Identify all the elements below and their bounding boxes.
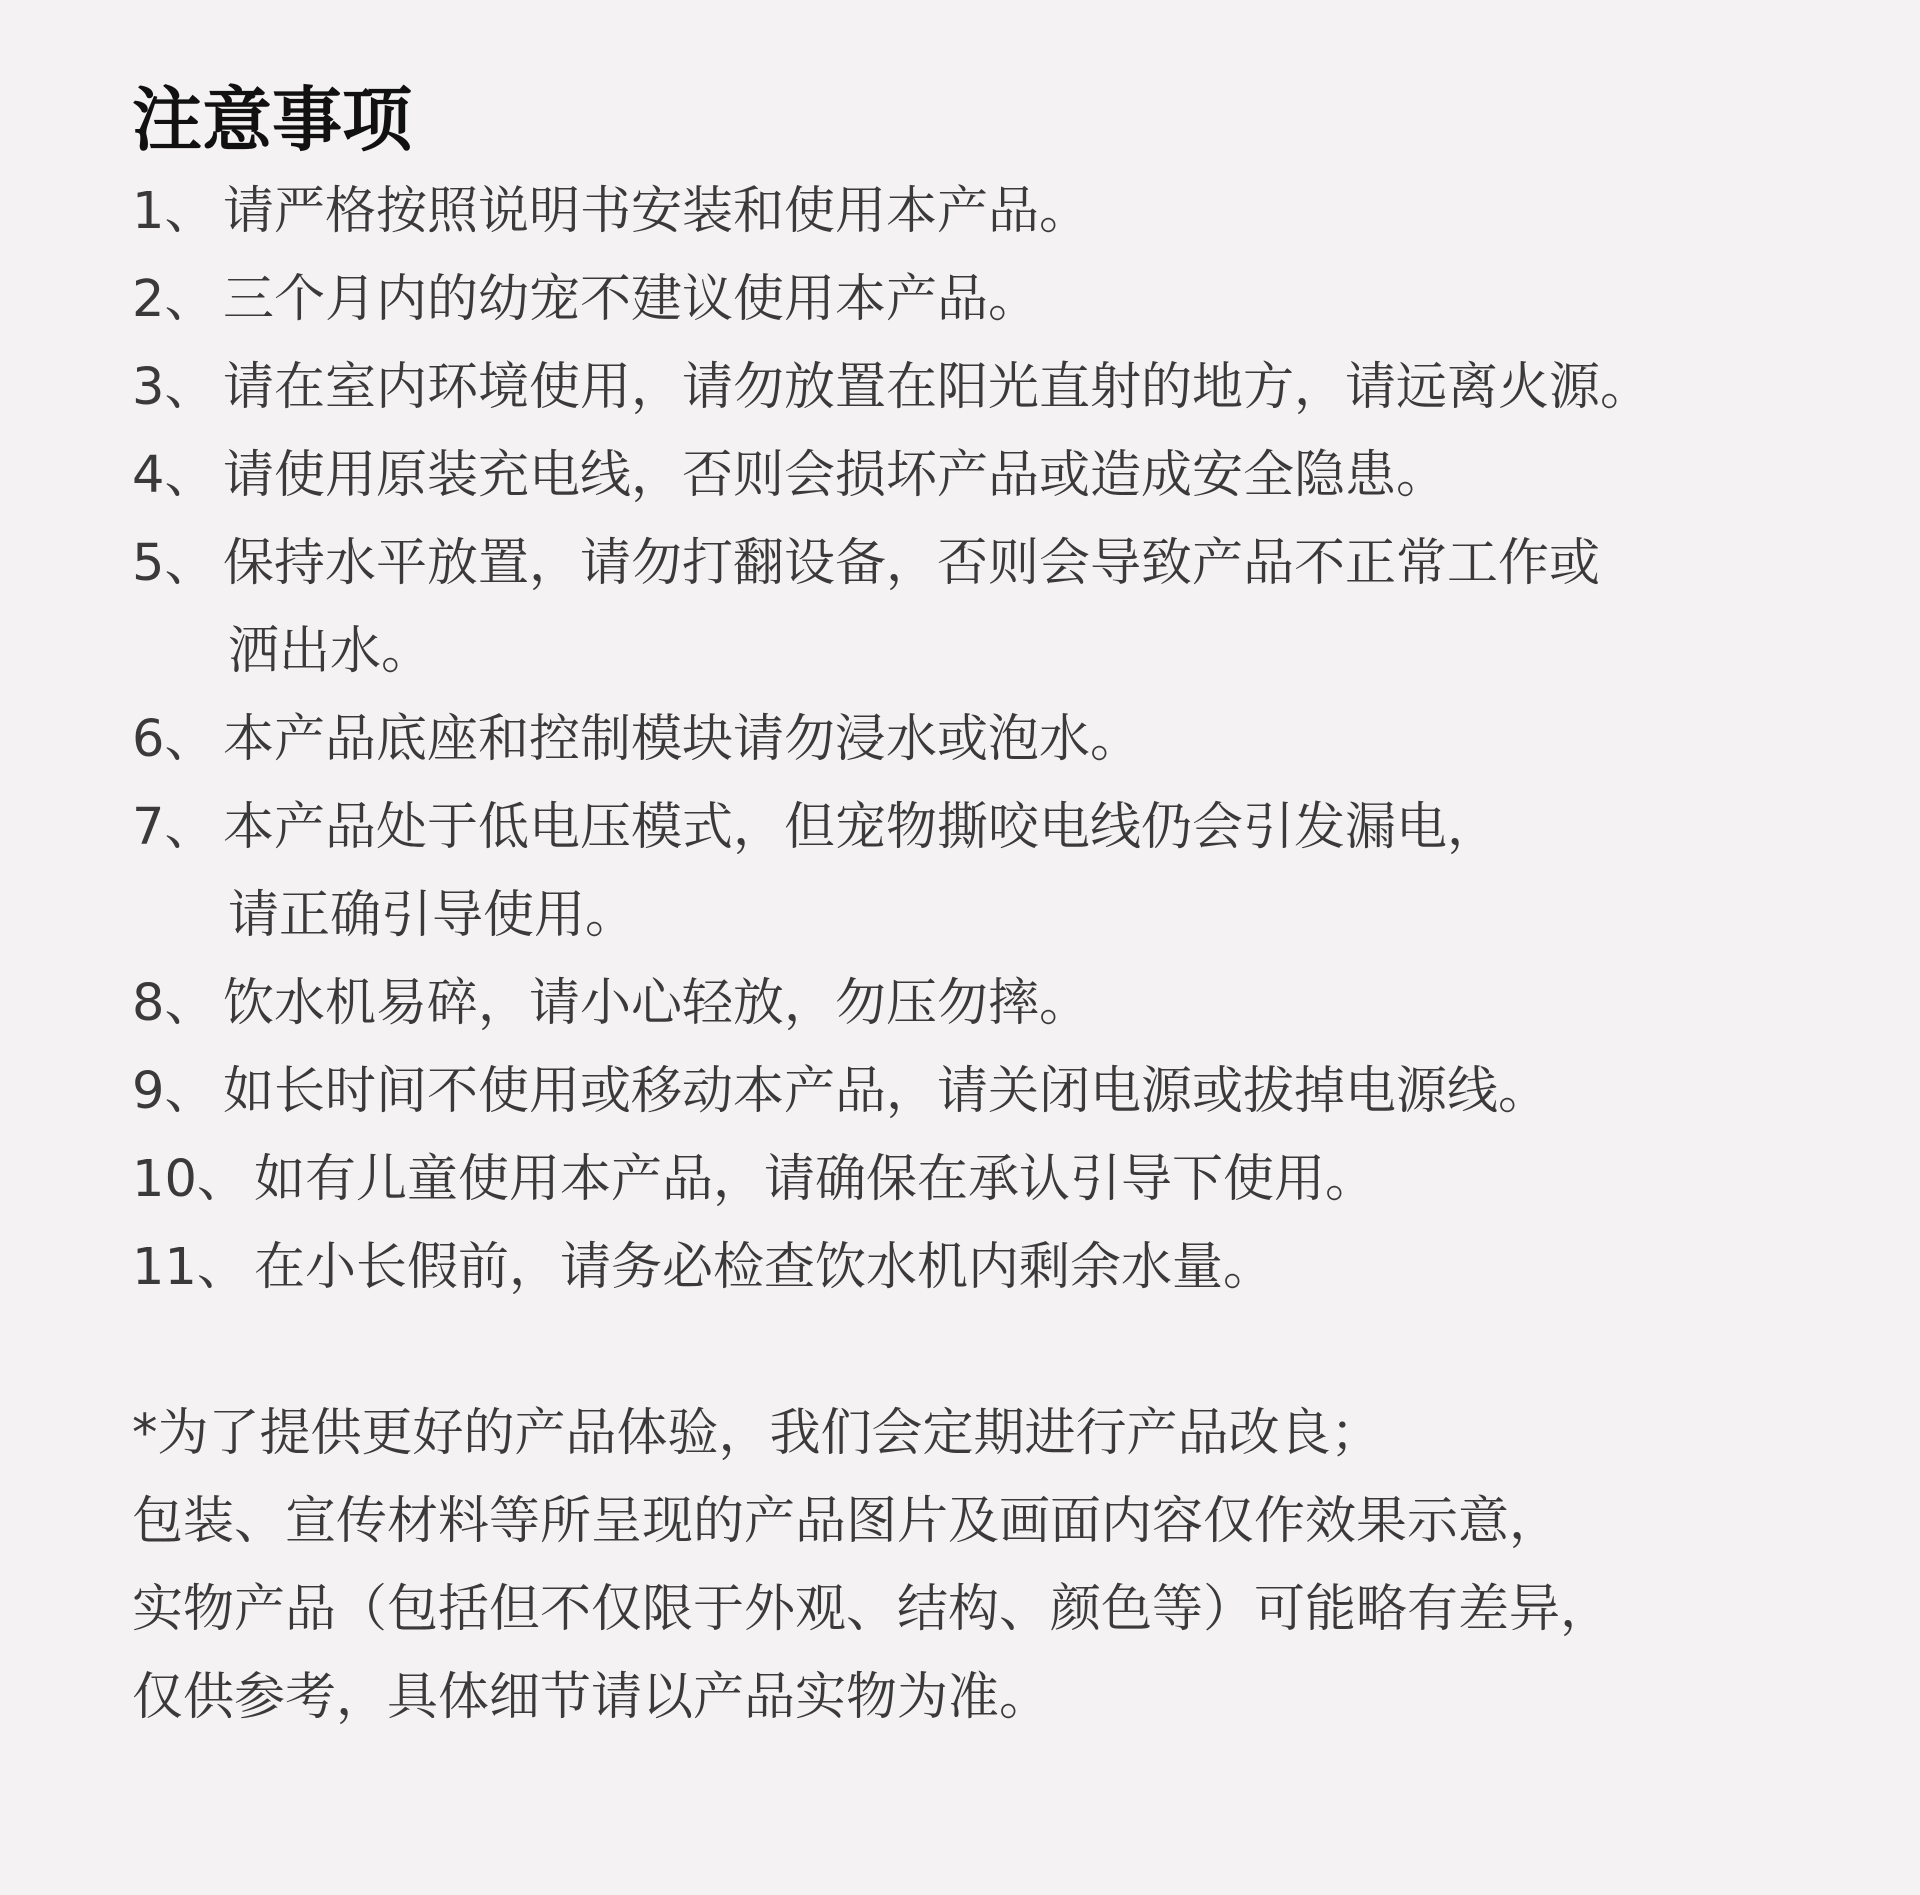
notice-text: 如有儿童使用本产品，请确保在承认引导下使用。 <box>254 1150 1377 1209</box>
notice-number: 11、 <box>132 1238 248 1297</box>
notice-text: 保持水平放置，请勿打翻设备，否则会导致产品不正常工作或 <box>223 534 1601 593</box>
notice-item <box>132 1224 1274 1312</box>
notice-item <box>132 344 1651 432</box>
disclaimer-line: 仅供参考，具体细节请以产品实物为准。 <box>132 1668 1051 1727</box>
notice-item <box>132 256 1039 344</box>
notice-number: 7、 <box>132 798 216 857</box>
notice-number: 3、 <box>132 358 216 417</box>
notice-text-continuation: 请正确引导使用。 <box>228 886 637 945</box>
notice-text-continuation: 洒出水。 <box>228 622 433 681</box>
notice-text: 请在室内环境使用，请勿放置在阳光直射的地方，请远离火源。 <box>223 358 1652 417</box>
page-title: 注意事项 <box>132 79 412 161</box>
notice-item <box>132 168 1090 256</box>
notice-text: 三个月内的幼宠不建议使用本产品。 <box>223 270 1040 329</box>
notice-number: 8、 <box>132 974 216 1033</box>
notice-number: 1、 <box>132 182 216 241</box>
notice-item <box>132 1136 1376 1224</box>
notice-number: 10、 <box>132 1150 248 1209</box>
notice-text: 请严格按照说明书安装和使用本产品。 <box>223 182 1091 241</box>
notice-number: 5、 <box>132 534 216 593</box>
disclaimer-line: 包装、宣传材料等所呈现的产品图片及画面内容仅作效果示意， <box>132 1492 1561 1551</box>
notice-item <box>132 784 1498 960</box>
disclaimer <box>132 1390 1611 1742</box>
notice-text: 如长时间不使用或移动本产品，请关闭电源或拔掉电源线。 <box>223 1062 1550 1121</box>
notice-number: 9、 <box>132 1062 216 1121</box>
notice-item <box>132 432 1447 520</box>
notice-number: 2、 <box>132 270 216 329</box>
notice-text: 本产品处于低电压模式，但宠物撕咬电线仍会引发漏电， <box>223 798 1499 857</box>
notice-number: 4、 <box>132 446 216 505</box>
notice-text: 饮水机易碎，请小心轻放，勿压勿摔。 <box>223 974 1091 1033</box>
notice-item <box>132 696 1141 784</box>
disclaimer-line: *为了提供更好的产品体验，我们会定期进行产品改良； <box>132 1404 1382 1463</box>
notice-text: 本产品底座和控制模块请勿浸水或泡水。 <box>223 710 1142 769</box>
notice-item <box>132 960 1090 1048</box>
notice-text: 请使用原装充电线，否则会损坏产品或造成安全隐患。 <box>223 446 1448 505</box>
notice-item <box>132 1048 1549 1136</box>
notice-item <box>132 520 1600 696</box>
notice-text: 在小长假前，请务必检查饮水机内剩余水量。 <box>254 1238 1275 1297</box>
disclaimer-line: 实物产品（包括但不仅限于外观、结构、颜色等）可能略有差异， <box>132 1580 1612 1639</box>
notice-number: 6、 <box>132 710 216 769</box>
